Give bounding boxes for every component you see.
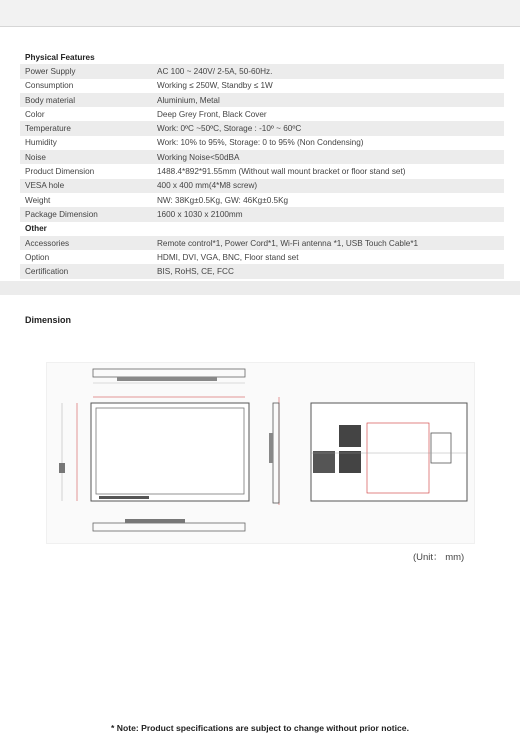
spec-row (20, 107, 504, 121)
spec-row (20, 121, 504, 135)
dimension-unit-label: (Unit： mm) (413, 552, 465, 563)
spec-label: Certification (25, 267, 69, 277)
spec-label: Noise (25, 152, 46, 162)
spec-label: Power Supply (25, 66, 76, 76)
section-title: Physical Features (25, 52, 95, 62)
spec-value: Aluminium, Metal (157, 95, 220, 105)
spec-label: VESA hole (25, 181, 65, 191)
spec-value: Working Noise<50dBA (157, 152, 240, 162)
spec-row (20, 264, 504, 278)
spec-label: Package Dimension (25, 209, 98, 219)
spec-value: 1600 x 1030 x 2100mm (157, 209, 243, 219)
spec-row (20, 250, 504, 264)
spec-value: Work: 0ºC ~50ºC, Storage : -10º ~ 60ºC (157, 124, 302, 134)
rear-view-drawing (311, 403, 467, 501)
spec-label: Weight (25, 195, 51, 205)
spec-label: Option (25, 252, 50, 262)
spec-label: Body material (25, 95, 76, 105)
side-view-drawing (269, 397, 279, 505)
front-view-drawing (59, 397, 249, 501)
spec-row (20, 179, 504, 193)
spec-row (20, 64, 504, 78)
spec-row (20, 79, 504, 93)
top-view-drawing (93, 369, 245, 383)
spec-value: Remote control*1, Power Cord*1, Wi-Fi antenna *1, USB Touch Cable*1 (157, 238, 419, 248)
spec-value: AC 100 ~ 240V/ 2-5A, 50-60Hz. (157, 66, 273, 76)
spec-row (20, 93, 504, 107)
spec-value: Work: 10% to 95%, Storage: 0 to 95% (Non Condensing) (157, 138, 364, 148)
spec-value: BIS, RoHS, CE, FCC (157, 267, 234, 277)
spec-row (20, 207, 504, 221)
spec-row (20, 236, 504, 250)
spec-label: Accessories (25, 238, 70, 248)
dimension-drawing (46, 362, 475, 544)
spec-value: 400 x 400 mm(4*M8 screw) (157, 181, 258, 191)
spec-label: Color (25, 109, 45, 119)
footer-note: * Note: Product specifications are subject to change without prior notice. (111, 723, 409, 733)
spec-value: 1488.4*892*91.55mm (Without wall mount bracket or floor stand set) (157, 167, 406, 177)
spec-label: Humidity (25, 138, 57, 148)
page-header-bar (0, 0, 520, 27)
divider-band (0, 281, 520, 295)
spec-row (20, 193, 504, 207)
bottom-view-drawing (93, 519, 245, 531)
spec-table (20, 50, 504, 279)
spec-label: Consumption (25, 81, 74, 91)
spec-row (20, 136, 504, 150)
spec-label: Product Dimension (25, 167, 95, 177)
spec-value: Working ≤ 250W, Standby ≤ 1W (157, 81, 273, 91)
spec-value: Deep Grey Front, Black Cover (157, 109, 267, 119)
section-title: Other (25, 224, 47, 234)
spec-label: Temperature (25, 124, 71, 134)
section-header-other (20, 222, 504, 236)
spec-value: HDMI, DVI, VGA, BNC, Floor stand set (157, 252, 299, 262)
dimension-title: Dimension (25, 315, 72, 325)
section-header-physical (20, 50, 504, 64)
spec-row (20, 150, 504, 164)
spec-value: NW: 38Kg±0.5Kg, GW: 46Kg±0.5Kg (157, 195, 289, 205)
spec-row (20, 164, 504, 178)
